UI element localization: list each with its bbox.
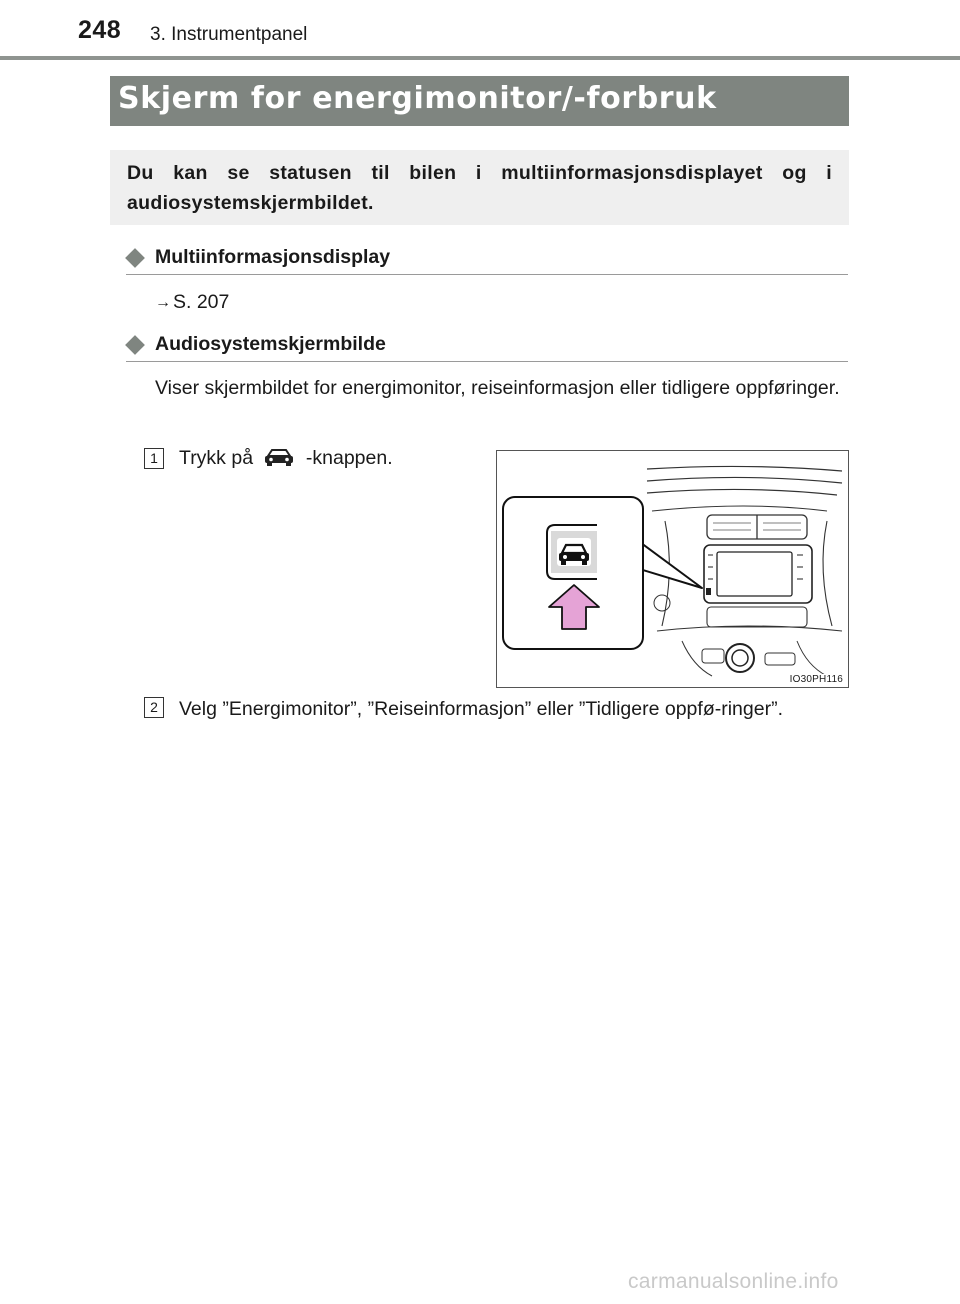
intro-box — [110, 150, 849, 225]
step-1-text — [179, 444, 393, 473]
figure-code: IO30PH116 — [789, 674, 843, 685]
step-2-text: Velg ”Energimonitor”, ”Reiseinformasjon” eller ”Tidligere oppfø-ringer”. — [179, 698, 783, 720]
header-rule — [0, 56, 960, 60]
page-reference-text: S. 207 — [173, 291, 230, 313]
subheading-rule — [126, 361, 848, 362]
step-1-text-after: -knappen. — [305, 447, 393, 469]
subheading-multiinformation — [126, 247, 848, 277]
page-header — [0, 0, 960, 60]
subheading-rule — [126, 274, 848, 275]
subheading-label: Audiosystemskjermbilde — [155, 333, 386, 355]
watermark: carmanualsonline.info — [628, 1270, 839, 1293]
page-reference[interactable] — [155, 291, 229, 314]
dashboard-figure — [496, 450, 849, 688]
dashboard-illustration — [497, 451, 848, 687]
diamond-bullet-icon — [125, 335, 145, 355]
intro-text: Du kan se statusen til bilen i multiinformasjonsdisplayet og i audiosystemskjermbildet. — [127, 162, 832, 214]
subheading-audiosystem — [126, 334, 848, 364]
step-number-badge: 1 — [144, 448, 164, 469]
section-title: Skjerm for energimonitor/-forbruk — [118, 81, 717, 116]
car-button-icon — [262, 447, 296, 467]
step-1-text-before: Trykk på — [179, 447, 254, 469]
page-number: 248 — [78, 16, 122, 44]
diamond-bullet-icon — [125, 248, 145, 268]
audiosystem-description: Viser skjermbildet for energimonitor, reiseinformasjon eller tidligere oppføringer. — [155, 377, 840, 399]
chapter-title: 3. Instrumentpanel — [150, 24, 308, 45]
subheading-label: Multiinformasjonsdisplay — [155, 246, 391, 268]
section-title-banner — [110, 76, 849, 126]
arrow-right-icon: → — [155, 294, 171, 311]
step-number-badge: 2 — [144, 697, 164, 718]
